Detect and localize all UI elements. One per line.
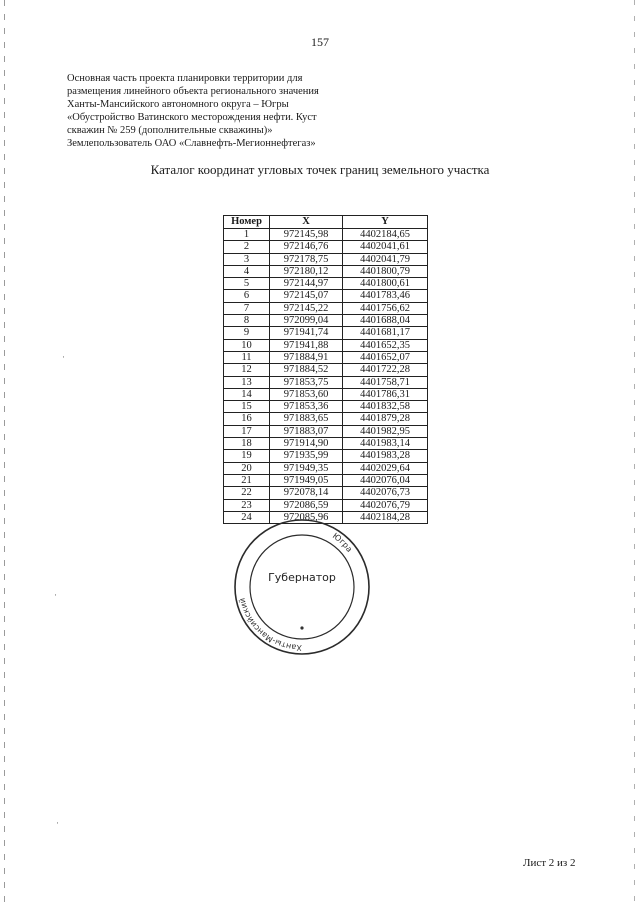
cell-y: 4401688,04 xyxy=(343,315,428,327)
cell-number: 1 xyxy=(224,229,270,241)
cell-number: 17 xyxy=(224,425,270,437)
sheet-number: Лист 2 из 2 xyxy=(523,857,576,869)
cell-x: 971884,91 xyxy=(270,351,343,363)
cell-number: 4 xyxy=(224,265,270,277)
cell-y: 4402184,28 xyxy=(343,511,428,523)
cell-y: 4402076,04 xyxy=(343,474,428,486)
cell-y: 4401982,95 xyxy=(343,425,428,437)
cell-number: 3 xyxy=(224,253,270,265)
cell-y: 4401652,07 xyxy=(343,351,428,363)
cell-x: 972146,76 xyxy=(270,241,343,253)
cell-y: 4402029,64 xyxy=(343,462,428,474)
column-header-number: Номер xyxy=(224,216,270,229)
cell-number: 7 xyxy=(224,302,270,314)
cell-x: 972078,14 xyxy=(270,487,343,499)
cell-x: 971914,90 xyxy=(270,438,343,450)
governor-seal xyxy=(232,517,372,657)
scan-edge-right xyxy=(634,0,635,905)
cell-x: 972178,75 xyxy=(270,253,343,265)
header-line: Землепользователь ОАО «Славнефть-Мегионнефтегаз» xyxy=(67,138,316,149)
cell-y: 4401879,28 xyxy=(343,413,428,425)
cell-y: 4402184,65 xyxy=(343,229,428,241)
scan-mark: · xyxy=(62,352,65,362)
cell-number: 13 xyxy=(224,376,270,388)
table-row xyxy=(224,265,428,277)
header-line: Ханты-Мансийского автономного округа – Югры xyxy=(67,99,289,110)
cell-number: 20 xyxy=(224,462,270,474)
table-row xyxy=(224,364,428,376)
seal-ring-text-left: Ханты-Мансийский xyxy=(237,597,303,653)
table-header-row xyxy=(224,216,428,229)
table-row xyxy=(224,351,428,363)
cell-x: 972145,07 xyxy=(270,290,343,302)
cell-number: 21 xyxy=(224,474,270,486)
document-header xyxy=(67,72,367,150)
header-line: «Обустройство Ватинского месторождения нефти. Куст xyxy=(67,112,317,123)
table-row xyxy=(224,290,428,302)
cell-x: 972144,97 xyxy=(270,278,343,290)
cell-number: 11 xyxy=(224,351,270,363)
cell-number: 5 xyxy=(224,278,270,290)
cell-x: 972085,96 xyxy=(270,511,343,523)
column-header-y: Y xyxy=(343,216,428,229)
scan-edge-left xyxy=(4,0,5,905)
cell-x: 971883,65 xyxy=(270,413,343,425)
cell-x: 971949,05 xyxy=(270,474,343,486)
table-row xyxy=(224,413,428,425)
seal-outer-ring xyxy=(235,520,369,654)
cell-number: 24 xyxy=(224,511,270,523)
cell-y: 4401783,46 xyxy=(343,290,428,302)
table-row xyxy=(224,376,428,388)
cell-number: 16 xyxy=(224,413,270,425)
cell-x: 972145,98 xyxy=(270,229,343,241)
cell-x: 971853,36 xyxy=(270,401,343,413)
cell-number: 8 xyxy=(224,315,270,327)
seal-inner-ring xyxy=(250,535,354,639)
cell-number: 6 xyxy=(224,290,270,302)
cell-x: 971853,75 xyxy=(270,376,343,388)
table-row xyxy=(224,229,428,241)
cell-x: 972099,04 xyxy=(270,315,343,327)
cell-y: 4402041,61 xyxy=(343,241,428,253)
cell-y: 4401652,35 xyxy=(343,339,428,351)
table-body xyxy=(224,229,428,524)
cell-y: 4402076,79 xyxy=(343,499,428,511)
header-line: размещения линейного объекта регионального значения xyxy=(67,86,319,97)
cell-y: 4402041,79 xyxy=(343,253,428,265)
cell-number: 10 xyxy=(224,339,270,351)
cell-y: 4401681,17 xyxy=(343,327,428,339)
column-header-x: X xyxy=(270,216,343,229)
cell-y: 4401756,62 xyxy=(343,302,428,314)
cell-x: 972145,22 xyxy=(270,302,343,314)
cell-number: 19 xyxy=(224,450,270,462)
scan-mark: · xyxy=(54,590,57,600)
cell-x: 971941,88 xyxy=(270,339,343,351)
table-row xyxy=(224,315,428,327)
table-row xyxy=(224,388,428,400)
seal-ring-text-right: Югра xyxy=(330,531,355,554)
cell-x: 972180,12 xyxy=(270,265,343,277)
header-line: Основная часть проекта планировки территории для xyxy=(67,73,303,84)
cell-x: 971883,07 xyxy=(270,425,343,437)
cell-number: 9 xyxy=(224,327,270,339)
cell-number: 23 xyxy=(224,499,270,511)
table-row xyxy=(224,327,428,339)
table-row xyxy=(224,425,428,437)
cell-number: 18 xyxy=(224,438,270,450)
table-row xyxy=(224,474,428,486)
table-row xyxy=(224,241,428,253)
table-row xyxy=(224,401,428,413)
seal-dot xyxy=(300,626,303,629)
header-line: скважин № 259 (дополнительные скважины)» xyxy=(67,125,273,136)
cell-y: 4401983,28 xyxy=(343,450,428,462)
table-row xyxy=(224,302,428,314)
cell-y: 4401800,61 xyxy=(343,278,428,290)
cell-x: 971935,99 xyxy=(270,450,343,462)
cell-y: 4401983,14 xyxy=(343,438,428,450)
coordinates-table xyxy=(223,215,428,524)
table-row xyxy=(224,278,428,290)
catalog-title: Каталог координат угловых точек границ земельного участка xyxy=(150,162,490,177)
cell-y: 4401832,58 xyxy=(343,401,428,413)
table-row xyxy=(224,253,428,265)
cell-number: 2 xyxy=(224,241,270,253)
cell-x: 971853,60 xyxy=(270,388,343,400)
table-row xyxy=(224,450,428,462)
table-row xyxy=(224,462,428,474)
cell-number: 12 xyxy=(224,364,270,376)
cell-x: 971949,35 xyxy=(270,462,343,474)
page-number: 157 xyxy=(311,35,329,49)
cell-number: 22 xyxy=(224,487,270,499)
cell-y: 4401758,71 xyxy=(343,376,428,388)
cell-y: 4402076,73 xyxy=(343,487,428,499)
cell-y: 4401722,28 xyxy=(343,364,428,376)
cell-number: 14 xyxy=(224,388,270,400)
cell-y: 4401786,31 xyxy=(343,388,428,400)
table-row xyxy=(224,499,428,511)
cell-x: 972086,59 xyxy=(270,499,343,511)
cell-y: 4401800,79 xyxy=(343,265,428,277)
scan-mark: · xyxy=(56,818,59,828)
table-row xyxy=(224,438,428,450)
table-row xyxy=(224,487,428,499)
table-row xyxy=(224,339,428,351)
cell-x: 971941,74 xyxy=(270,327,343,339)
cell-number: 15 xyxy=(224,401,270,413)
seal-center-text: Губернатор xyxy=(268,571,336,584)
cell-x: 971884,52 xyxy=(270,364,343,376)
